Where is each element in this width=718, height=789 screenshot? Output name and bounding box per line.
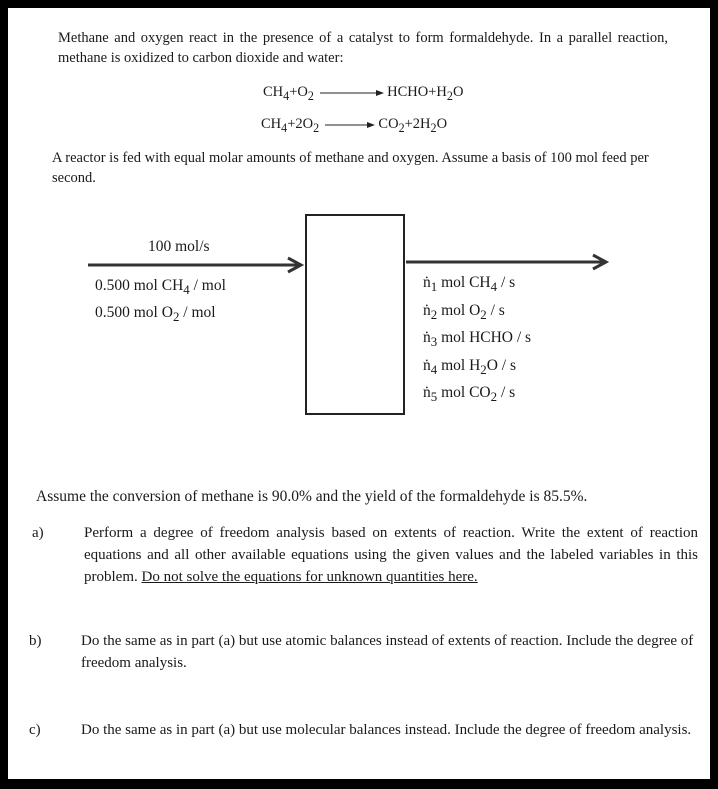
product-hcho: ṅ$_3$ mol HCHO / s: [423, 329, 532, 350]
product-h2o: ṅ$_4$ mol $H_2O$ / s: [423, 356, 517, 377]
question-b-text: Do the same as in part (a) but use atomic balances instead of extents of reaction. Include the degree of freedom analysis.: [81, 633, 694, 671]
reaction-2-lhs: $CH_4+2O_2$: [261, 116, 320, 135]
product-co2: ṅ$_5$ mol $CO_2$ / s: [423, 384, 516, 405]
product-composition: [423, 271, 531, 409]
question-a: [32, 522, 698, 588]
intro-paragraph: Methane and oxygen react in the presence of a catalyst to form formaldehyde. In a parallel reaction, methane is oxidized to carbon dioxide and water:: [58, 30, 668, 66]
product-o2: ṅ$_2$ mol $O_2$ / s: [423, 301, 505, 322]
question-a-tag: a): [32, 525, 44, 541]
reactor-box: [305, 214, 405, 415]
question-a-underlined: Do not solve the equations for unknown quantities here.: [141, 569, 478, 585]
feed-o2: 0.500 mol $O_2$ / mol: [95, 304, 216, 325]
question-c-tag: c): [29, 722, 41, 738]
question-b: [29, 630, 698, 674]
reaction-2-rhs: $CO_2+2H_2O$: [378, 116, 448, 135]
question-c: [29, 719, 698, 741]
feed-composition: [95, 274, 226, 328]
reaction-1-lhs: $CH_4+O_2$: [263, 84, 314, 103]
assumption-statement: Assume the conversion of methane is 90.0% and the yield of the formaldehyde is 85.5%.: [36, 488, 588, 505]
feed-stream-arrow: [88, 258, 301, 272]
question-c-text: Do the same as in part (a) but use molecular balances instead. Include the degree of freedom analysis.: [81, 722, 692, 738]
product-ch4: ṅ$_1$ mol $CH_4$ / s: [423, 274, 516, 295]
feed-rate-label: 100 mol/s: [148, 238, 210, 255]
feed-paragraph: A reactor is fed with equal molar amounts of methane and oxygen. Assume a basis of 100 mol feed per second.: [52, 150, 649, 186]
reaction-1-rhs: $HCHO+H_2O$: [387, 84, 464, 103]
product-stream-arrow: [406, 255, 606, 269]
question-a-text: Perform a degree of freedom analysis based on extents of reaction. Write the extent of reaction equations and all other available equations using the given values and the labeled variables in this problem.: [84, 525, 698, 585]
document-page: [8, 8, 710, 779]
question-b-tag: b): [29, 633, 42, 649]
feed-ch4: 0.500 mol $CH_4$ / mol: [95, 277, 226, 298]
